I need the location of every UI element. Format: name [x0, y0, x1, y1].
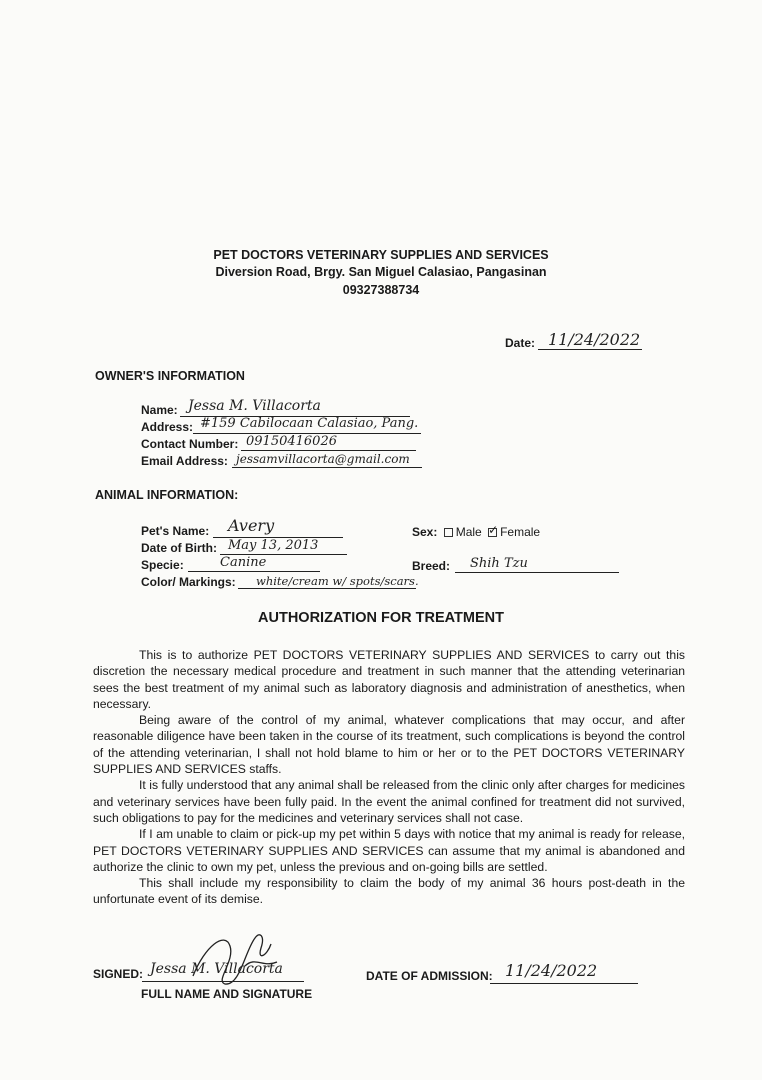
clinic-address: Diversion Road, Brgy. San Miguel Calasiao, Pangasinan: [215, 265, 547, 279]
pet-name-value: Avery: [228, 516, 275, 535]
sex-male-checkbox[interactable]: [444, 528, 453, 537]
admission-value: 11/24/2022: [505, 961, 598, 980]
clinic-phone: 09327388734: [342, 283, 420, 297]
sex-female-label: Female: [500, 525, 541, 539]
color-value: white/cream w/ spots/scars.: [256, 574, 419, 588]
signed-label: SIGNED:: [93, 967, 144, 981]
date-value: 11/24/2022: [548, 330, 641, 349]
owner-email-line: [232, 467, 422, 468]
checkmark-icon: ✓: [488, 522, 499, 537]
owner-email-value: jessamvillacorta@gmail.com: [236, 452, 410, 466]
signature-name: Jessa M. Villacorta: [150, 961, 283, 977]
authorization-paragraph: Being aware of the control of my animal, whatever complications that may occur, and after reasonable diligence have been taken in the course of its treatment, such complications is beyond the control of the attending veterinarian, I shall not hold blame to him or her or to the PET DOCTORS VETERINARY SUPPLIES AND SERVICES staffs.: [93, 713, 685, 777]
owner-contact-label: Contact Number:: [141, 437, 239, 451]
owner-contact-line: [241, 450, 416, 451]
specie-value: Canine: [220, 555, 267, 570]
sex-male-label: Male: [455, 525, 482, 539]
breed-value: Shih Tzu: [470, 556, 528, 571]
authorization-paragraph: This shall include my responsibility to claim the body of my animal 36 hours post-death in the unfortunate event of its demise.: [93, 876, 685, 907]
owner-email-label: Email Address:: [141, 454, 228, 468]
animal-heading: ANIMAL INFORMATION:: [95, 488, 239, 502]
owner-address-label: Address:: [141, 420, 194, 434]
authorization-title: AUTHORIZATION FOR TREATMENT: [258, 610, 504, 626]
signature-caption: FULL NAME AND SIGNATURE: [141, 987, 313, 1001]
specie-line: [188, 571, 320, 572]
admission-label: DATE OF ADMISSION:: [366, 969, 493, 983]
owner-contact-value: 09150416026: [246, 434, 337, 449]
dob-value: May 13, 2013: [228, 538, 319, 553]
color-line: [238, 588, 416, 589]
authorization-body: [93, 647, 685, 908]
specie-label: Specie:: [141, 558, 184, 572]
admission-line: [490, 983, 638, 984]
owner-heading: OWNER'S INFORMATION: [95, 369, 245, 383]
owner-name-label: Name:: [141, 403, 178, 417]
color-label: Color/ Markings:: [141, 575, 236, 589]
breed-label: Breed:: [412, 559, 451, 573]
date-line: [538, 349, 642, 350]
dob-label: Date of Birth:: [141, 541, 217, 555]
pet-name-label: Pet's Name:: [141, 524, 210, 538]
sex-label: Sex:: [412, 525, 438, 539]
authorization-paragraph: It is fully understood that any animal shall be released from the clinic only after charges for medicines and veterinary services have been fully paid. In the event the animal confined for treatment did not survived, such obligations to pay for the medicines and veterinary services shall not case.: [93, 778, 685, 825]
breed-line: [455, 572, 619, 573]
sex-female-checkbox[interactable]: [488, 522, 499, 537]
date-label: Date:: [505, 336, 536, 350]
authorization-paragraph: This is to authorize PET DOCTORS VETERINARY SUPPLIES AND SERVICES to carry out this discretion the necessary medical procedure and treatment in such manner that the attending veterinarian sees the best treatment of my animal such as laboratory diagnosis and administration of anesthetics, when necessary.: [93, 648, 685, 711]
authorization-paragraph: If I am unable to claim or pick-up my pet within 5 days with notice that my animal is ready for release, PET DOCTORS VETERINARY SUPPLIES AND SERVICES can assume that my animal is abandoned and authorize the clinic to own my pet, unless the previous and on-going bills are settled.: [93, 827, 685, 874]
sex-field: [412, 522, 541, 539]
clinic-name: PET DOCTORS VETERINARY SUPPLIES AND SERVICES: [213, 248, 549, 262]
signature-scribble: [185, 926, 285, 996]
owner-name-value: Jessa M. Villacorta: [188, 398, 321, 414]
owner-address-value: #159 Cabilocaan Calasiao, Pang.: [200, 416, 419, 431]
